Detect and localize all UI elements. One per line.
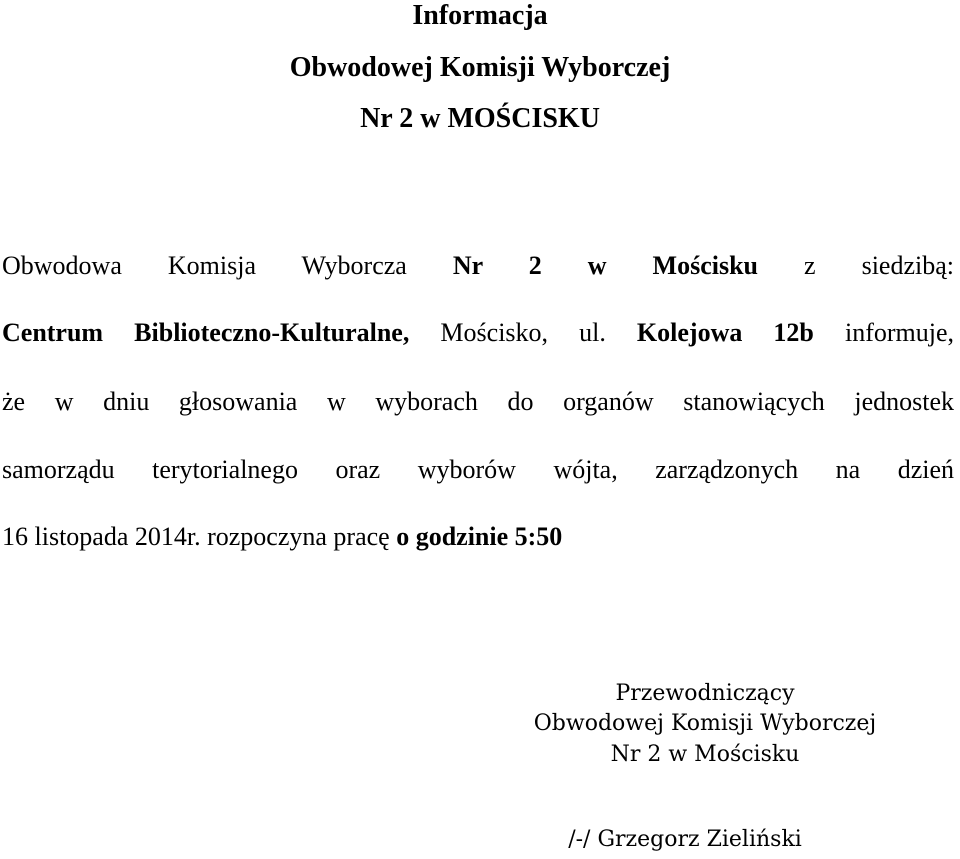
body-line-2 [2,318,954,348]
body-line-1 [2,251,954,281]
signature-place: Nr 2 w Mościsku [610,742,800,767]
body-emphasis: o godzinie 5:50 [396,522,563,551]
body-text: Obwodowa Komisja Wyborcza [2,251,453,280]
header-title: Informacja [412,0,548,31]
body-text: informuje, [813,318,954,347]
body-emphasis: Nr 2 w Mościsku [452,251,758,280]
body-line-3: że w dniu głosowania w wyborach do organów stanowiących jednostek [2,387,954,416]
body-emphasis: Kolejowa 12b [636,318,814,347]
body-text: Mościsko, ul. [409,318,637,347]
signature-organization: Obwodowej Komisji Wyborczej [533,711,877,736]
body-line-4: samorządu terytorialnego oraz wyborów wójta, zarządzonych na dzień [2,455,954,484]
body-text: 16 listopada 2014r. rozpoczyna pracę [2,522,397,551]
header-commission: Obwodowej Komisji Wyborczej [289,52,671,83]
body-text: z siedzibą: [758,251,954,280]
body-emphasis: Centrum Biblioteczno-Kulturalne, [2,318,410,347]
header-commission-number: Nr 2 w MOŚCISKU [360,103,600,134]
signature-title: Przewodniczący [615,681,795,706]
body-line-5 [2,522,954,552]
signature-name: /-/ Grzegorz Zieliński [568,827,802,852]
